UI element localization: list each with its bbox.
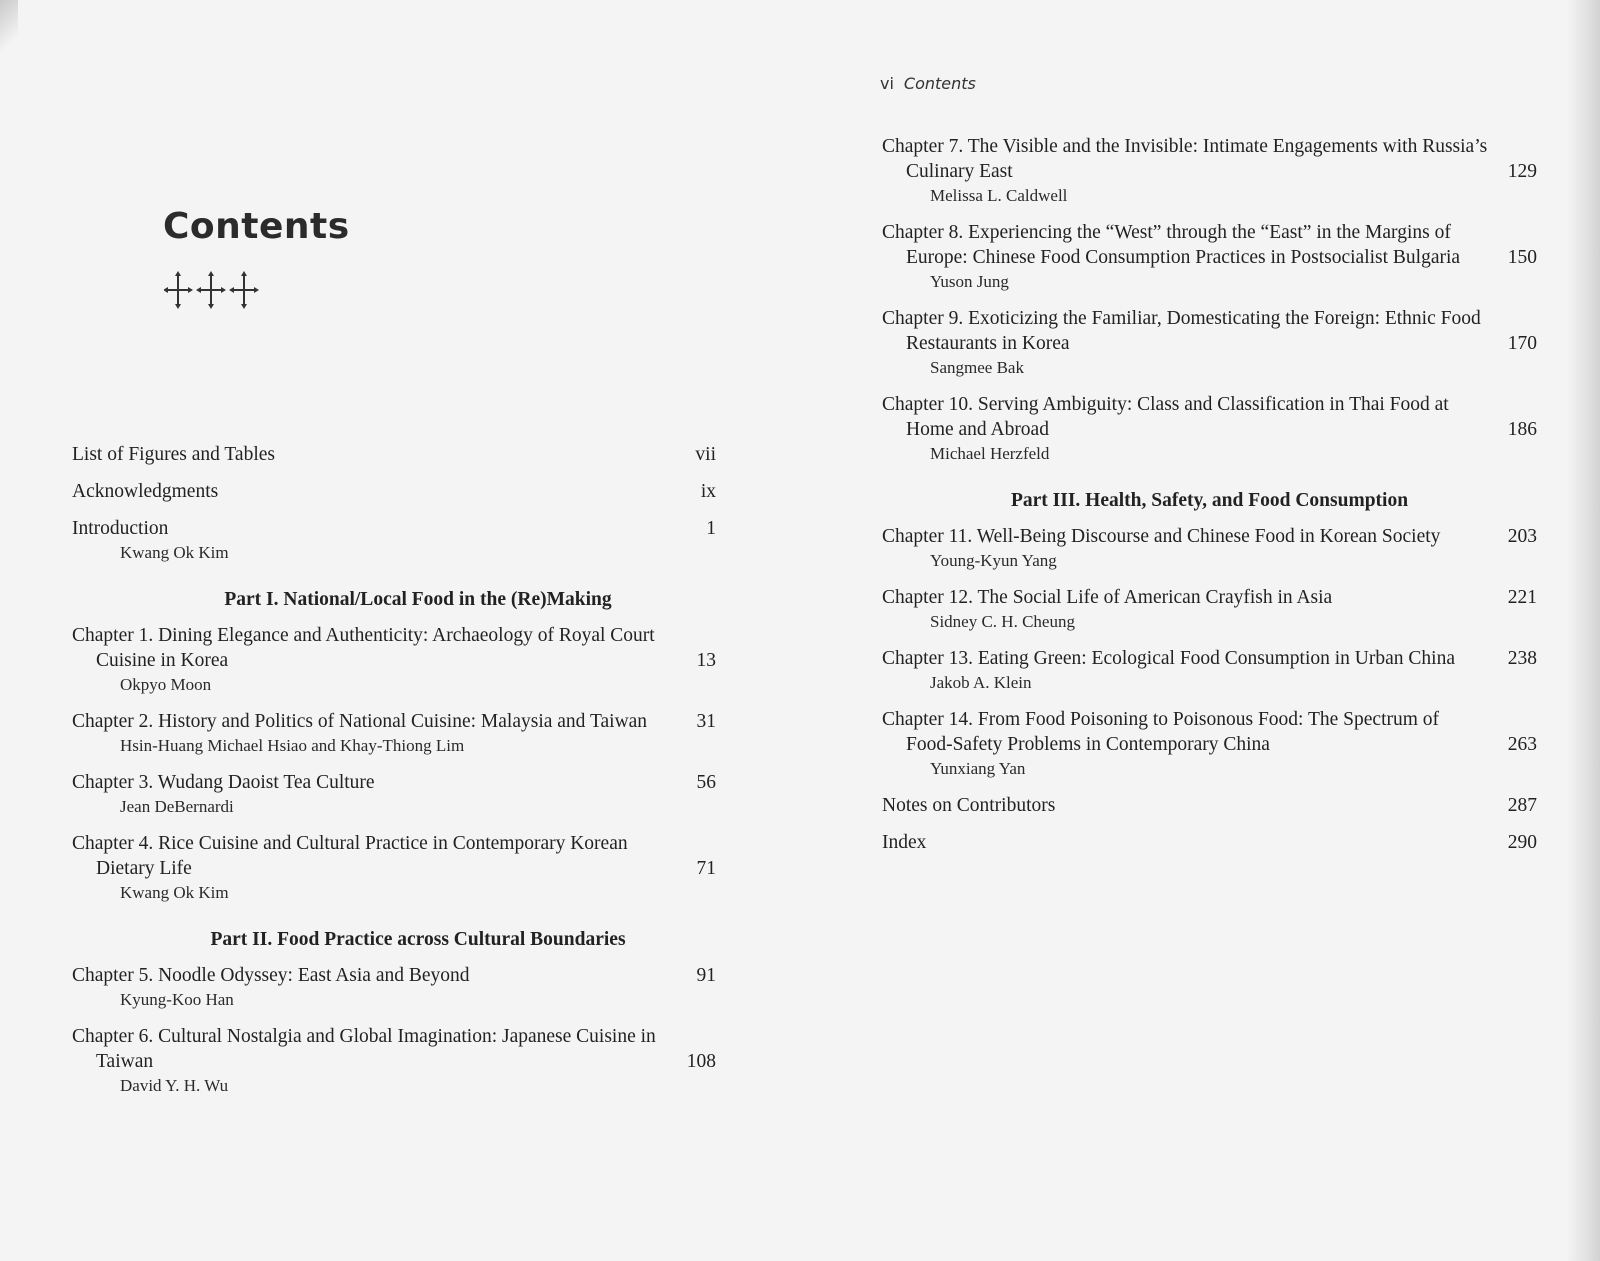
entry-page-number: 56: [696, 772, 716, 793]
entry-title: Acknowledgments: [72, 481, 219, 502]
entry-title: Chapter 4. Rice Cuisine and Cultural Practice in Contemporary Korean Dietary Life: [72, 833, 628, 879]
entry-author: Kwang Ok Kim: [120, 883, 229, 902]
entry-page-number: ix: [700, 481, 716, 502]
entry-author: Kyung-Koo Han: [120, 990, 234, 1009]
entry-title: Chapter 11. Well-Being Discourse and Chinese Food in Korean Society: [882, 526, 1441, 547]
entry-page-number: 221: [1507, 587, 1537, 608]
toc-entry-chapter[interactable]: [72, 623, 716, 697]
entry-page-number: 290: [1507, 832, 1537, 853]
left-page: [0, 0, 760, 1261]
toc-entry-chapter[interactable]: [882, 306, 1537, 380]
entry-page-number: 31: [696, 711, 716, 732]
entry-title: Chapter 2. History and Politics of National Cuisine: Malaysia and Taiwan: [72, 711, 648, 732]
running-head-title: Contents: [903, 74, 976, 93]
toc-entry-chapter[interactable]: [72, 709, 716, 758]
toc-entry-chapter[interactable]: [882, 646, 1537, 695]
toc-entry-front-matter[interactable]: [72, 516, 716, 565]
entry-author: Sangmee Bak: [930, 358, 1024, 377]
toc-entry-chapter[interactable]: [72, 1024, 716, 1098]
entry-title: Introduction: [72, 518, 169, 539]
entry-page-number: 108: [686, 1051, 716, 1072]
entry-page-number: 170: [1507, 333, 1537, 354]
entry-page-number: 186: [1507, 419, 1537, 440]
page-title: Contents: [163, 206, 350, 247]
entry-page-number: 203: [1507, 526, 1537, 547]
entry-title: Chapter 9. Exoticizing the Familiar, Domesticating the Foreign: Ethnic Food Restaurants in Korea: [882, 308, 1481, 354]
entry-author: Sidney C. H. Cheung: [930, 612, 1075, 631]
toc-entry-back-matter[interactable]: [882, 793, 1537, 818]
toc-entry-chapter[interactable]: [882, 707, 1537, 781]
entry-title: Chapter 12. The Social Life of American Crayfish in Asia: [882, 587, 1333, 608]
entry-title: Chapter 1. Dining Elegance and Authenticity: Archaeology of Royal Court Cuisine in Korea: [72, 625, 655, 671]
entry-page-number: 150: [1507, 247, 1537, 268]
right-page: [860, 0, 1580, 1261]
entry-page-number: 129: [1507, 161, 1537, 182]
entry-title: Chapter 3. Wudang Daoist Tea Culture: [72, 772, 375, 793]
entry-title: Chapter 14. From Food Poisoning to Poisonous Food: The Spectrum of Food-Safety Problems in Contemporary China: [882, 709, 1440, 755]
toc-entry-chapter[interactable]: [882, 392, 1537, 466]
toc-entry-chapter[interactable]: [882, 220, 1537, 294]
toc-entry-chapter[interactable]: [882, 524, 1537, 573]
entry-page-number: 71: [696, 858, 716, 879]
entry-page-number: 287: [1507, 795, 1537, 816]
entry-author: Michael Herzfeld: [930, 444, 1050, 463]
entry-page-number: 91: [696, 965, 716, 986]
entry-title: Notes on Contributors: [882, 795, 1056, 816]
entry-title: List of Figures and Tables: [72, 444, 275, 465]
part-heading: Part III. Health, Safety, and Food Consumption: [1010, 490, 1409, 511]
toc-right-list: [882, 134, 1537, 867]
toc-entry-chapter[interactable]: [72, 963, 716, 1012]
entry-author: Yunxiang Yan: [930, 759, 1026, 778]
entry-title: Chapter 7. The Visible and the Invisible: Intimate Engagements with Russia’s Culinary East: [882, 136, 1488, 182]
entry-page-number: 1: [706, 518, 716, 539]
entry-title: Chapter 13. Eating Green: Ecological Food Consumption in Urban China: [882, 648, 1455, 669]
toc-entry-front-matter[interactable]: [72, 479, 716, 504]
part-heading: Part I. National/Local Food in the (Re)Making: [224, 589, 612, 610]
entry-author: Melissa L. Caldwell: [930, 186, 1068, 205]
entry-author: Kwang Ok Kim: [120, 543, 229, 562]
toc-entry-chapter[interactable]: [72, 770, 716, 819]
entry-author: David Y. H. Wu: [120, 1076, 229, 1095]
entry-page-number: 238: [1507, 648, 1537, 669]
toc-entry-chapter[interactable]: [72, 831, 716, 905]
entry-page-number: 13: [696, 650, 716, 671]
entry-title: Chapter 6. Cultural Nostalgia and Global Imagination: Japanese Cuisine in Taiwan: [72, 1026, 656, 1072]
entry-author: Yuson Jung: [930, 272, 1009, 291]
folio: vi: [880, 74, 894, 93]
cross-ornament-icon: [164, 270, 260, 310]
running-head: [880, 74, 976, 93]
entry-author: Hsin-Huang Michael Hsiao and Khay-Thiong Lim: [120, 736, 465, 755]
entry-title: Chapter 8. Experiencing the “West” through the “East” in the Margins of Europe: Chinese Food Consumption Practices in Postsocialist Bulgaria: [882, 222, 1461, 268]
entry-author: Jakob A. Klein: [930, 673, 1032, 692]
part-heading: Part II. Food Practice across Cultural Boundaries: [210, 929, 626, 950]
toc-entry-chapter[interactable]: [882, 134, 1537, 208]
toc-entry-chapter[interactable]: [882, 585, 1537, 634]
toc-entry-back-matter[interactable]: [882, 830, 1537, 855]
entry-page-number: 263: [1507, 734, 1537, 755]
entry-title: Index: [882, 832, 927, 853]
entry-page-number: vii: [695, 444, 716, 465]
entry-title: Chapter 10. Serving Ambiguity: Class and Classification in Thai Food at Home and Abroad: [882, 394, 1449, 440]
entry-author: Okpyo Moon: [120, 675, 212, 694]
toc-entry-front-matter[interactable]: [72, 442, 716, 467]
entry-author: Young-Kyun Yang: [930, 551, 1057, 570]
entry-title: Chapter 5. Noodle Odyssey: East Asia and Beyond: [72, 965, 470, 986]
entry-author: Jean DeBernardi: [120, 797, 234, 816]
toc-left-list: [72, 442, 716, 1110]
